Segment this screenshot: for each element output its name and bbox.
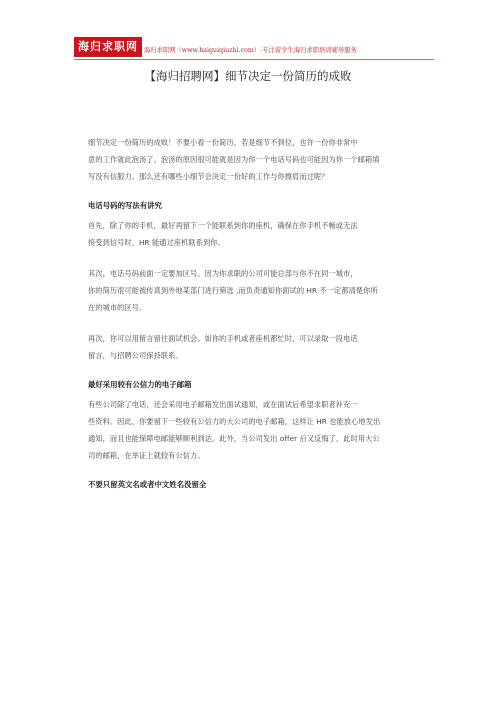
section-heading-phone: 电话号码的写法有讲究	[88, 201, 162, 210]
text-line: 再次，你可以用留言留住面试机会。如你的手机或者座机都忙时，可以录取一段电话	[88, 334, 358, 343]
section-heading-name: 不要只留英文名或者中文姓名没留全	[88, 480, 207, 489]
paragraph	[80, 265, 420, 316]
text-line: 细节决定一份简历的成败！不要小看一份简历，若是细节不到位，也许一份你非常中	[88, 138, 358, 147]
paragraph	[80, 330, 420, 364]
text-line: 在的城市的区号。	[88, 303, 147, 312]
document-header	[74, 37, 434, 61]
text-line: 意的工作就此泡汤了。泡汤的原因很可能就是因为你一个电话号码也可能因为你一个邮箱填	[88, 155, 380, 164]
intro-paragraph	[80, 134, 420, 185]
text-line: 司的邮箱，在举证上就较有公信力。	[88, 451, 205, 460]
section-heading-email: 最好采用较有公信力的电子邮箱	[88, 380, 192, 389]
site-logo[interactable]: 海归求职网	[74, 37, 142, 57]
paragraph	[80, 217, 420, 251]
text-line: 通知，而且也能保障电邮能够顺利到达。此外，当公司发出 offer 后又反悔了，此时用大公	[88, 434, 380, 443]
header-tagline: 海归求职网（www.haiguiqiuzhi.com）-专注留学生海归求职培训辅导服务	[144, 47, 357, 54]
article-body	[80, 134, 420, 496]
text-line: 些资料。因此，你要留下一些较有公信力的大公司的电子邮箱，这样让 HR 也能放心地发出	[88, 417, 381, 426]
text-line: 接受到信号时，HR 能通过座机联系到你。	[88, 238, 225, 247]
paragraph	[80, 396, 420, 464]
page-title: 【海归招聘网】细节决定一份简历的成败	[144, 69, 352, 83]
text-line: 其次，电话号码前面一定要加区号。因为你求职的公司可能总部与你不在同一城市，	[88, 269, 358, 278]
text-line: 首先，除了你的手机，最好再留下一个能联系到你的座机，确保在你手机不畅或无法	[88, 221, 358, 230]
text-line: 写没有信服力。那么还有哪些小细节会决定一份好的工作与你擦肩而过呢？	[88, 172, 329, 181]
text-line: 你的简历很可能被传真到外地某部门进行筛选 ,而负责通知你面试的 HR 不一定都清楚你所	[88, 286, 378, 295]
header-divider	[74, 59, 434, 60]
text-line: 留言，与招聘公司保持联系。	[88, 351, 183, 360]
text-line: 有些公司除了电话，还会采用电子邮箱发出面试通知，或在面试后希望求职者补充一	[88, 400, 358, 409]
